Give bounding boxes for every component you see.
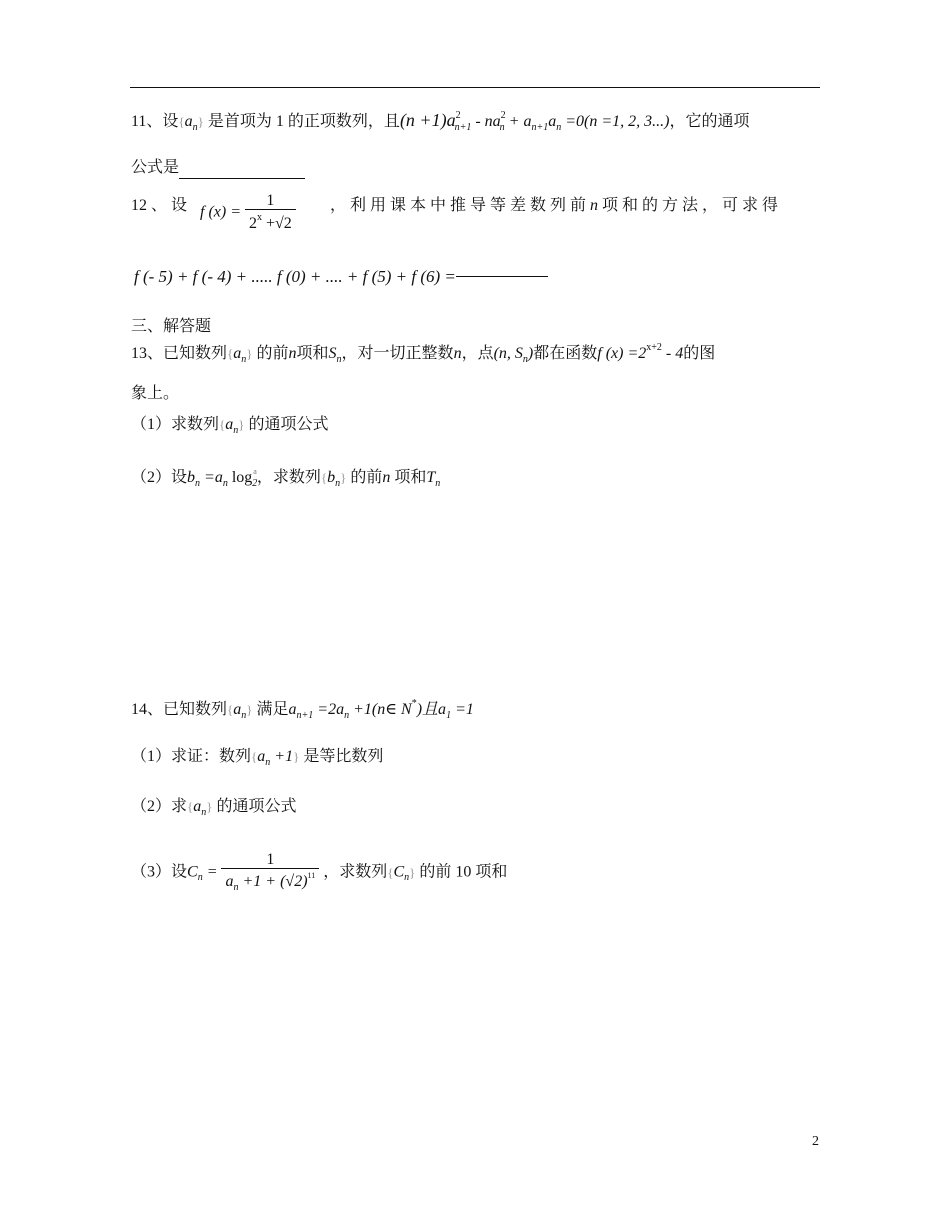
question-13-part2: （2）设$b_n =a_n$ $\log_2^a$，求数列$\{b_n\}$ 的前n 项和$T_n$ [131, 467, 441, 489]
answer-blank [179, 162, 305, 179]
question-11-line2: 公式是 [131, 160, 305, 179]
question-13-part1: （1）求数列$\{a_n\}$ 的通项公式 [131, 416, 329, 436]
question-11: 11、设$\{a_n\}$ 是首项为 1 的正项数列，且$(n +1)a^2_{n+1} - na^2_n + a_{n+1}a_n =0(n =1$, 2, 3...)，它的通项 [131, 110, 750, 133]
question-14: 14、已知数列$\{a_n\}$ 满足$a_{n+1} =2a_n$ +1(n∈ N*)且$a_1 =1$ [131, 698, 474, 721]
question-13: 13、已知数列$\{a_n\}$ 的前n项和$S_n$，对一切正整数n，点(n, $S_n$)都在函数f $(x) =2^{x+2} - 4$的图 [131, 342, 716, 365]
question-14-part2: （2）求$\{a_n\}$ 的通项公式 [131, 798, 297, 818]
question-12-text: ， 利 用 课 本 中 推 导 等 差 数 列 前 n 项 和 的 方 法 ， 可 求 得 [330, 197, 779, 214]
question-12-fraction: f (x) = $\frac{1}{2^x +√2}$ [200, 193, 296, 232]
page-number: 2 [812, 1134, 819, 1149]
question-12: 12 、 设 [131, 197, 188, 214]
answer-blank [456, 276, 548, 277]
section-heading: 三、解答题 [131, 318, 212, 335]
header-rule [130, 87, 820, 88]
question-13-line2: 象上。 [131, 385, 180, 402]
question-12-sum: f (- 5) + f (- 4) + ..... f (0) + .... + f (5) + f (6) = [134, 268, 548, 285]
question-14-part1: （1）求证：数列$\{a_n +1\}$ 是等比数列 [131, 748, 384, 768]
question-14-part3: （3）设$C_n$ = $\frac{1}{a_n +1 + (√2)^{11}}$ ，求数列$\{C_n\}$ 的前 10 项和 [131, 851, 508, 893]
